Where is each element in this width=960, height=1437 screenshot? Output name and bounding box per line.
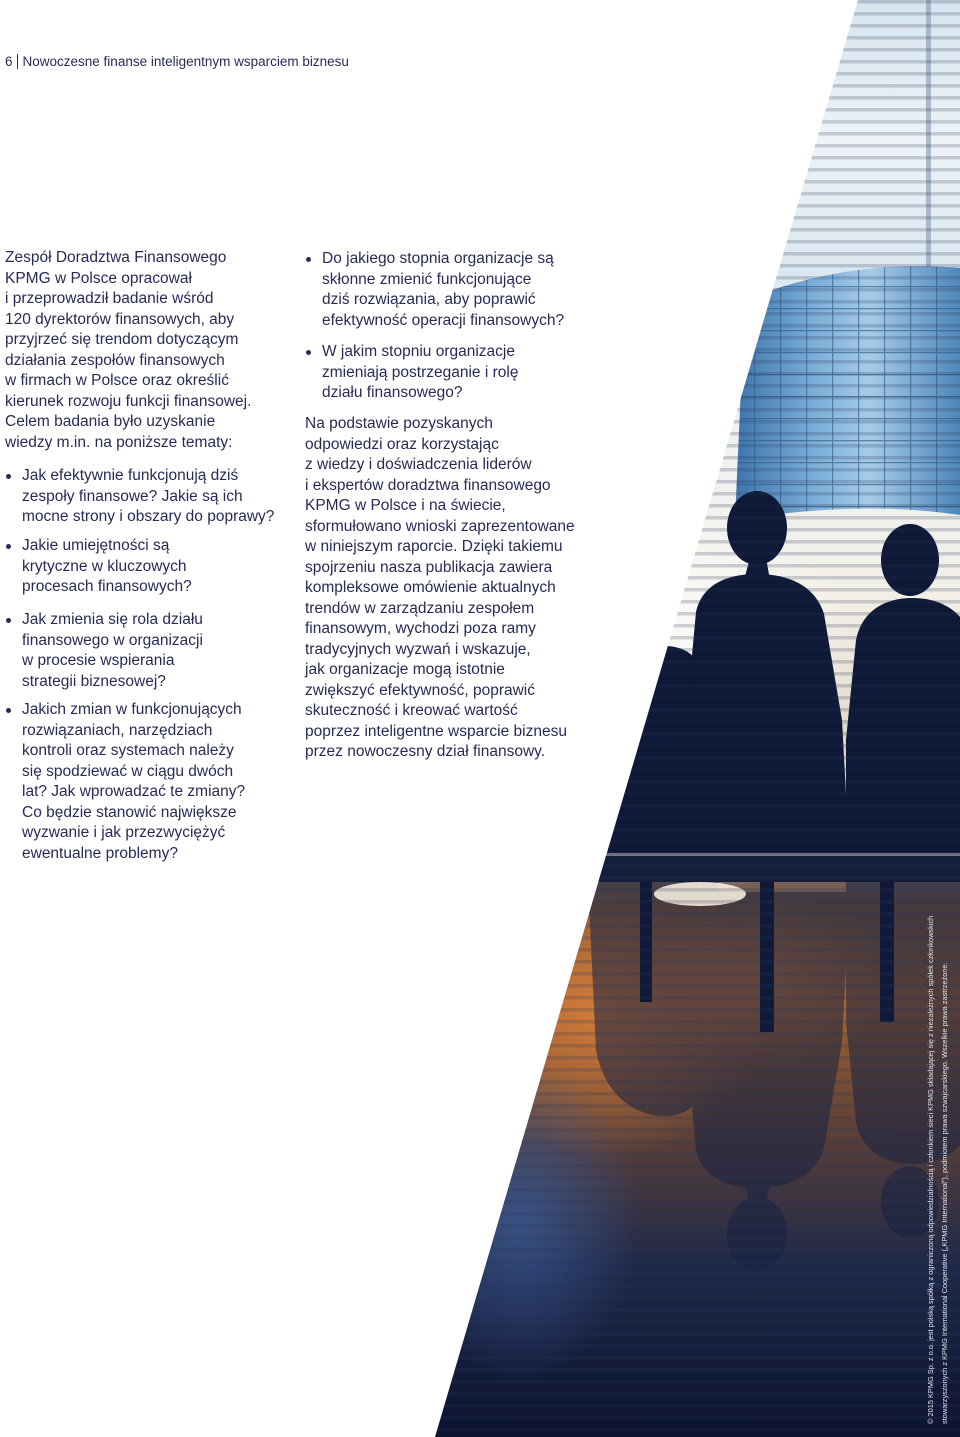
bullet-line: mocne strony i obszary do poprawy? bbox=[22, 508, 275, 525]
paragraph-line: kompleksowe omówienie aktualnych bbox=[305, 579, 556, 596]
bullet-line: lat? Jak wprowadzać te zmiany? bbox=[22, 783, 246, 800]
bullet-line: się spodziewać w ciągu dwóch bbox=[22, 762, 234, 780]
paragraph-line: przez nowoczesny dział finansowy. bbox=[305, 743, 546, 760]
paragraph-line: sformułowano wnioski zaprezentowane bbox=[305, 517, 575, 535]
paragraph-line: skuteczność i kreować wartość bbox=[305, 702, 518, 719]
bullet-text bbox=[322, 249, 564, 331]
bullet-item bbox=[305, 249, 564, 331]
bullet-text bbox=[22, 536, 192, 598]
bullet-line: efektywność operacji finansowych? bbox=[322, 311, 565, 329]
bullet-line: w procesie wspierania bbox=[22, 652, 175, 669]
bullet-line: krytyczne w kluczowych bbox=[22, 557, 187, 575]
paragraph-line: wiedzy m.in. na poniższe tematy: bbox=[5, 433, 233, 451]
bullet-line: skłonne zmienić funkcjonujące bbox=[322, 270, 532, 288]
paragraph-line: odpowiedzi oraz korzystając bbox=[305, 435, 499, 453]
paragraph-line: spojrzeniu nasza publikacja zawiera bbox=[305, 558, 553, 576]
bullet-line: W jakim stopniu organizacje bbox=[322, 343, 515, 360]
paragraph-line: Celem badania było uzyskanie bbox=[5, 413, 216, 430]
bullet-item bbox=[5, 466, 274, 528]
paragraph-line: finansowym, wychodzi poza ramy bbox=[305, 620, 536, 637]
bullet-line: rozwiązaniach, narzędziach bbox=[22, 721, 213, 739]
bullet-icon bbox=[6, 544, 11, 549]
bullet-text bbox=[22, 466, 274, 528]
bullet-line: zespoły finansowe? Jakie są ich bbox=[22, 487, 243, 505]
paragraph-line: 120 dyrektorów finansowych, aby bbox=[5, 310, 235, 328]
bullet-item bbox=[5, 700, 245, 864]
running-header bbox=[5, 53, 349, 71]
bullet-icon bbox=[6, 708, 11, 713]
paragraph-line: w niniejszym raporcie. Dzięki takiemu bbox=[305, 538, 563, 555]
bullet-text bbox=[322, 342, 518, 404]
legal-notice bbox=[924, 864, 951, 1424]
bullet-line: Jakich zmian w funkcjonujących bbox=[22, 701, 242, 718]
bullet-line: Jak efektywnie funkcjonują dziś bbox=[22, 467, 239, 484]
bullet-line: Do jakiego stopnia organizacje są bbox=[322, 250, 554, 267]
conclusion-paragraph bbox=[305, 414, 575, 763]
bullet-text bbox=[22, 700, 245, 864]
paragraph-line: działania zespołów finansowych bbox=[5, 351, 225, 369]
bullet-line: Jakie umiejętności są bbox=[22, 537, 170, 554]
bullet-line: ewentualne problemy? bbox=[22, 844, 178, 862]
bullet-line: procesach finansowych? bbox=[22, 578, 192, 595]
bullet-line: Co będzie stanowić największe bbox=[22, 803, 237, 821]
intro-paragraph bbox=[5, 248, 251, 453]
running-title: Nowoczesne finanse inteligentnym wsparciem biznesu bbox=[22, 54, 349, 69]
paragraph-line: tradycyjnych wyzwań i wskazuje, bbox=[305, 640, 531, 658]
paragraph-line: KPMG w Polsce i na świecie, bbox=[305, 497, 506, 514]
paragraph-line: i ekspertów doradztwa finansowego bbox=[305, 476, 551, 494]
paragraph-line: Na podstawie pozyskanych bbox=[305, 415, 493, 432]
bullet-line: zmieniają postrzeganie i rolę bbox=[322, 363, 519, 381]
bullet-icon bbox=[6, 618, 11, 623]
bullet-line: działu finansowego? bbox=[322, 384, 463, 401]
legal-notice-line: stowarzyszonych z KPMG International Cooperative („KPMG International”), podmiotem prawa szwajcarskiego. Wszelkie prawa zastrzeżone. bbox=[939, 962, 949, 1424]
bullet-line: wyzwanie i jak przezwyciężyć bbox=[22, 824, 226, 841]
bullet-icon bbox=[306, 350, 311, 355]
bullet-item bbox=[5, 610, 203, 692]
paragraph-line: przyjrzeć się trendom dotyczącym bbox=[5, 331, 239, 348]
bullet-item bbox=[305, 342, 518, 404]
bullet-item bbox=[5, 536, 192, 598]
bullet-line: strategii biznesowej? bbox=[22, 672, 166, 690]
paragraph-line: trendów w zarządzaniu zespołem bbox=[305, 599, 535, 617]
paragraph-line: kierunek rozwoju funkcji finansowej. bbox=[5, 392, 252, 410]
paragraph-line: Zespół Doradztwa Finansowego bbox=[5, 249, 227, 266]
bullet-icon bbox=[6, 474, 11, 479]
bullet-line: finansowego w organizacji bbox=[22, 631, 203, 649]
bullet-line: dziś rozwiązania, aby poprawić bbox=[322, 291, 536, 308]
bullet-line: Jak zmienia się rola działu bbox=[22, 611, 203, 628]
paragraph-line: jak organizacje mogą istotnie bbox=[305, 661, 505, 678]
paragraph-line: poprzez inteligentne wsparcie biznesu bbox=[305, 722, 567, 740]
paragraph-line: z wiedzy i doświadczenia liderów bbox=[305, 456, 532, 473]
page-number: 6 bbox=[5, 54, 13, 69]
paragraph-line: KPMG w Polsce opracował bbox=[5, 269, 192, 287]
bullet-text bbox=[22, 610, 203, 692]
paragraph-line: i przeprowadził badanie wśród bbox=[5, 290, 214, 307]
paragraph-line: w firmach w Polsce oraz określić bbox=[5, 372, 229, 389]
header-divider bbox=[17, 54, 18, 69]
legal-notice-line: © 2015 KPMG Sp. z o.o. jest polską spółką z ograniczoną odpowiedzialnością i członkiem sieci KPMG składającej się z niezależnych spółek członkowskich bbox=[926, 915, 935, 1424]
bullet-line: kontroli oraz systemach należy bbox=[22, 742, 234, 759]
paragraph-line: zwiększyć efektywność, poprawić bbox=[305, 681, 535, 699]
bullet-icon bbox=[306, 257, 311, 262]
